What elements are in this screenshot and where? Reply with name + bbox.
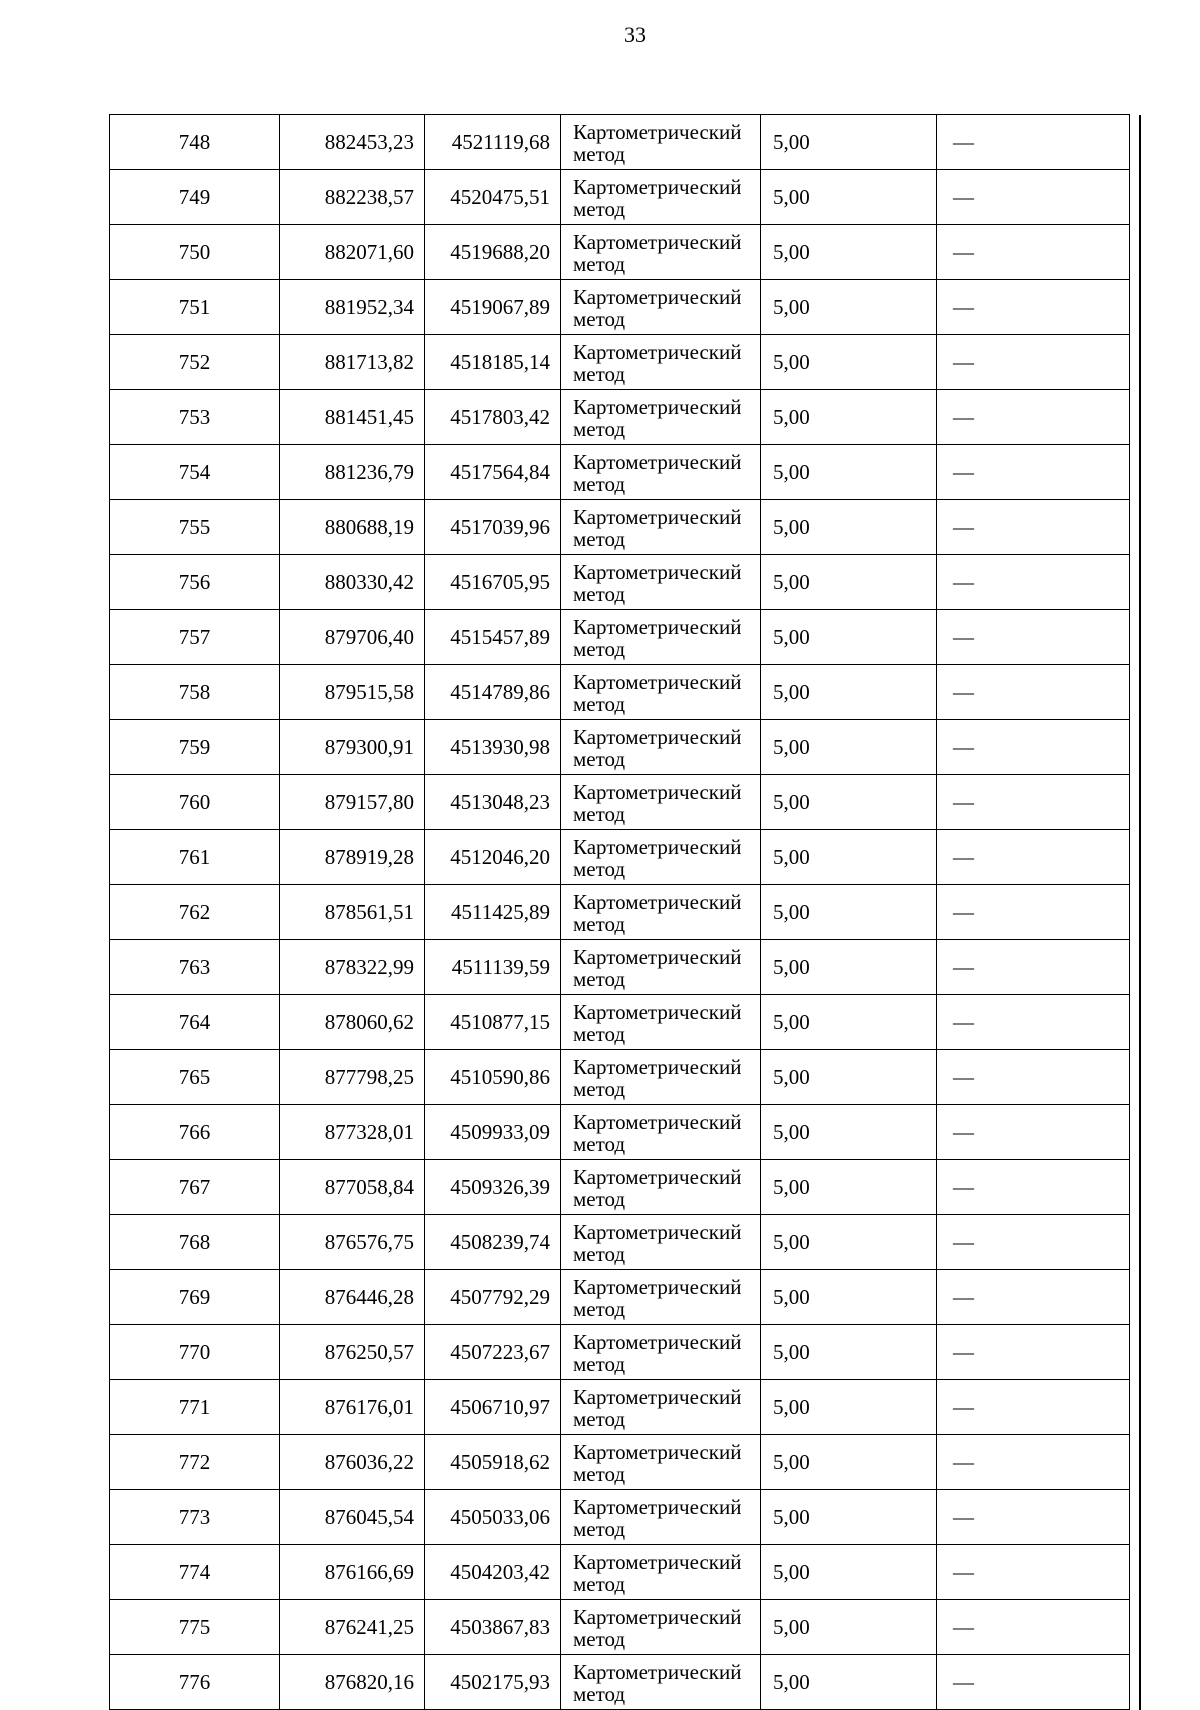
method-line-2: метод <box>573 581 626 606</box>
point-number-cell: 765 <box>110 1050 280 1105</box>
table-edge-cell <box>1130 610 1140 665</box>
y-coordinate-cell: 4517803,42 <box>425 390 561 445</box>
table-row <box>110 390 1140 445</box>
accuracy-cell: 5,00 <box>761 555 937 610</box>
method-line-2: метод <box>573 141 626 166</box>
method-line-2: метод <box>573 911 626 936</box>
point-number-cell: 762 <box>110 885 280 940</box>
description-cell: — <box>937 885 1130 940</box>
table-row <box>110 170 1140 225</box>
point-number-cell: 761 <box>110 830 280 885</box>
method-cell <box>561 280 761 335</box>
description-cell: — <box>937 445 1130 500</box>
description-cell: — <box>937 500 1130 555</box>
method-line-1: Картометрический <box>573 724 742 749</box>
method-line-2: метод <box>573 1461 626 1486</box>
method-line-1: Картометрический <box>573 999 742 1024</box>
y-coordinate-cell: 4514789,86 <box>425 665 561 720</box>
table-edge-cell <box>1130 885 1140 940</box>
x-coordinate-cell: 881713,82 <box>280 335 425 390</box>
table-row <box>110 225 1140 280</box>
table-row <box>110 665 1140 720</box>
table-row <box>110 555 1140 610</box>
method-cell <box>561 1325 761 1380</box>
point-number-cell: 751 <box>110 280 280 335</box>
method-cell <box>561 445 761 500</box>
method-line-2: метод <box>573 801 626 826</box>
method-cell <box>561 1215 761 1270</box>
table-edge-cell <box>1130 225 1140 280</box>
point-number-cell: 755 <box>110 500 280 555</box>
description-cell: — <box>937 775 1130 830</box>
x-coordinate-cell: 876166,69 <box>280 1545 425 1600</box>
description-cell: — <box>937 1270 1130 1325</box>
method-cell <box>561 720 761 775</box>
y-coordinate-cell: 4512046,20 <box>425 830 561 885</box>
method-line-2: метод <box>573 1626 626 1651</box>
table-edge-cell <box>1130 500 1140 555</box>
method-line-2: метод <box>573 1021 626 1046</box>
description-cell: — <box>937 335 1130 390</box>
x-coordinate-cell: 876576,75 <box>280 1215 425 1270</box>
description-cell: — <box>937 665 1130 720</box>
method-cell <box>561 995 761 1050</box>
description-cell: — <box>937 830 1130 885</box>
table-edge-cell <box>1130 1215 1140 1270</box>
table-edge-cell <box>1130 720 1140 775</box>
table-edge-cell <box>1130 445 1140 500</box>
table-edge-cell <box>1130 1050 1140 1105</box>
method-line-1: Картометрический <box>573 834 742 859</box>
method-line-2: метод <box>573 746 626 771</box>
method-line-2: метод <box>573 251 626 276</box>
method-line-1: Картометрический <box>573 1659 742 1684</box>
method-cell <box>561 1545 761 1600</box>
y-coordinate-cell: 4521119,68 <box>425 115 561 170</box>
x-coordinate-cell: 877798,25 <box>280 1050 425 1105</box>
y-coordinate-cell: 4511139,59 <box>425 940 561 995</box>
method-cell <box>561 940 761 995</box>
description-cell: — <box>937 1435 1130 1490</box>
method-line-1: Картометрический <box>573 1604 742 1629</box>
point-number-cell: 773 <box>110 1490 280 1545</box>
point-number-cell: 752 <box>110 335 280 390</box>
table-row <box>110 1325 1140 1380</box>
point-number-cell: 772 <box>110 1435 280 1490</box>
x-coordinate-cell: 881952,34 <box>280 280 425 335</box>
page-number: 33 <box>624 22 646 47</box>
method-line-1: Картометрический <box>573 1439 742 1464</box>
accuracy-cell: 5,00 <box>761 1545 937 1600</box>
description-cell: — <box>937 1545 1130 1600</box>
accuracy-cell: 5,00 <box>761 1655 937 1710</box>
x-coordinate-cell: 879706,40 <box>280 610 425 665</box>
table-row <box>110 1545 1140 1600</box>
x-coordinate-cell: 876176,01 <box>280 1380 425 1435</box>
table-edge-cell <box>1130 1325 1140 1380</box>
method-line-2: метод <box>573 1351 626 1376</box>
method-line-1: Картометрический <box>573 1054 742 1079</box>
accuracy-cell: 5,00 <box>761 995 937 1050</box>
description-cell: — <box>937 1215 1130 1270</box>
method-line-2: метод <box>573 361 626 386</box>
y-coordinate-cell: 4519688,20 <box>425 225 561 280</box>
point-number-cell: 753 <box>110 390 280 445</box>
y-coordinate-cell: 4516705,95 <box>425 555 561 610</box>
description-cell: — <box>937 940 1130 995</box>
table-edge-cell <box>1130 1380 1140 1435</box>
method-line-2: метод <box>573 1186 626 1211</box>
table-edge-cell <box>1130 280 1140 335</box>
table-row <box>110 280 1140 335</box>
point-number-cell: 768 <box>110 1215 280 1270</box>
point-number-cell: 759 <box>110 720 280 775</box>
y-coordinate-cell: 4513048,23 <box>425 775 561 830</box>
point-number-cell: 776 <box>110 1655 280 1710</box>
description-cell: — <box>937 1655 1130 1710</box>
method-line-2: метод <box>573 526 626 551</box>
table-row <box>110 445 1140 500</box>
method-line-1: Картометрический <box>573 559 742 584</box>
accuracy-cell: 5,00 <box>761 1215 937 1270</box>
method-cell <box>561 335 761 390</box>
x-coordinate-cell: 882071,60 <box>280 225 425 280</box>
method-line-1: Картометрический <box>573 504 742 529</box>
table-row <box>110 115 1140 170</box>
method-cell <box>561 665 761 720</box>
method-cell <box>561 1435 761 1490</box>
method-cell <box>561 1050 761 1105</box>
table-row <box>110 335 1140 390</box>
coordinates-table <box>109 114 1141 1710</box>
y-coordinate-cell: 4505033,06 <box>425 1490 561 1545</box>
y-coordinate-cell: 4519067,89 <box>425 280 561 335</box>
accuracy-cell: 5,00 <box>761 665 937 720</box>
description-cell: — <box>937 1160 1130 1215</box>
x-coordinate-cell: 876820,16 <box>280 1655 425 1710</box>
accuracy-cell: 5,00 <box>761 1325 937 1380</box>
table-edge-cell <box>1130 115 1140 170</box>
description-cell: — <box>937 390 1130 445</box>
accuracy-cell: 5,00 <box>761 830 937 885</box>
method-cell <box>561 610 761 665</box>
method-cell <box>561 555 761 610</box>
method-line-1: Картометрический <box>573 1494 742 1519</box>
table-row <box>110 1215 1140 1270</box>
point-number-cell: 748 <box>110 115 280 170</box>
y-coordinate-cell: 4505918,62 <box>425 1435 561 1490</box>
accuracy-cell: 5,00 <box>761 280 937 335</box>
table-row <box>110 1160 1140 1215</box>
description-cell: — <box>937 280 1130 335</box>
accuracy-cell: 5,00 <box>761 115 937 170</box>
description-cell: — <box>937 170 1130 225</box>
method-line-2: метод <box>573 1076 626 1101</box>
point-number-cell: 767 <box>110 1160 280 1215</box>
method-cell <box>561 1105 761 1160</box>
x-coordinate-cell: 878561,51 <box>280 885 425 940</box>
table-edge-cell <box>1130 665 1140 720</box>
method-line-2: метод <box>573 1241 626 1266</box>
y-coordinate-cell: 4520475,51 <box>425 170 561 225</box>
accuracy-cell: 5,00 <box>761 1160 937 1215</box>
point-number-cell: 764 <box>110 995 280 1050</box>
table-row <box>110 1050 1140 1105</box>
point-number-cell: 775 <box>110 1600 280 1655</box>
y-coordinate-cell: 4510590,86 <box>425 1050 561 1105</box>
table-row <box>110 830 1140 885</box>
table-row <box>110 1380 1140 1435</box>
description-cell: — <box>937 720 1130 775</box>
method-cell <box>561 225 761 280</box>
description-cell: — <box>937 115 1130 170</box>
method-cell <box>561 500 761 555</box>
description-cell: — <box>937 1600 1130 1655</box>
accuracy-cell: 5,00 <box>761 1380 937 1435</box>
method-line-2: метод <box>573 1296 626 1321</box>
accuracy-cell: 5,00 <box>761 390 937 445</box>
table-row <box>110 1655 1140 1710</box>
method-line-1: Картометрический <box>573 1549 742 1574</box>
x-coordinate-cell: 878060,62 <box>280 995 425 1050</box>
accuracy-cell: 5,00 <box>761 1435 937 1490</box>
table-edge-cell <box>1130 995 1140 1050</box>
method-cell <box>561 115 761 170</box>
point-number-cell: 749 <box>110 170 280 225</box>
method-line-2: метод <box>573 196 626 221</box>
table-row <box>110 1600 1140 1655</box>
accuracy-cell: 5,00 <box>761 720 937 775</box>
accuracy-cell: 5,00 <box>761 1600 937 1655</box>
method-line-2: метод <box>573 1516 626 1541</box>
table-edge-cell <box>1130 830 1140 885</box>
table-edge-cell <box>1130 1490 1140 1545</box>
method-line-2: метод <box>573 856 626 881</box>
method-line-1: Картометрический <box>573 1384 742 1409</box>
description-cell: — <box>937 225 1130 280</box>
method-line-1: Картометрический <box>573 339 742 364</box>
x-coordinate-cell: 882238,57 <box>280 170 425 225</box>
description-cell: — <box>937 1380 1130 1435</box>
y-coordinate-cell: 4507223,67 <box>425 1325 561 1380</box>
method-cell <box>561 1600 761 1655</box>
table-edge-cell <box>1130 775 1140 830</box>
x-coordinate-cell: 876045,54 <box>280 1490 425 1545</box>
accuracy-cell: 5,00 <box>761 170 937 225</box>
method-line-2: метод <box>573 471 626 496</box>
method-line-2: метод <box>573 691 626 716</box>
accuracy-cell: 5,00 <box>761 225 937 280</box>
method-cell <box>561 1380 761 1435</box>
x-coordinate-cell: 878919,28 <box>280 830 425 885</box>
y-coordinate-cell: 4510877,15 <box>425 995 561 1050</box>
method-cell <box>561 885 761 940</box>
y-coordinate-cell: 4509326,39 <box>425 1160 561 1215</box>
table-row <box>110 775 1140 830</box>
x-coordinate-cell: 877058,84 <box>280 1160 425 1215</box>
description-cell: — <box>937 995 1130 1050</box>
method-line-1: Картометрический <box>573 449 742 474</box>
x-coordinate-cell: 876241,25 <box>280 1600 425 1655</box>
method-line-1: Картометрический <box>573 229 742 254</box>
method-cell <box>561 1270 761 1325</box>
method-line-1: Картометрический <box>573 174 742 199</box>
method-line-2: метод <box>573 306 626 331</box>
table-edge-cell <box>1130 1655 1140 1710</box>
accuracy-cell: 5,00 <box>761 885 937 940</box>
table-row <box>110 1270 1140 1325</box>
description-cell: — <box>937 1490 1130 1545</box>
y-coordinate-cell: 4503867,83 <box>425 1600 561 1655</box>
table-row <box>110 995 1140 1050</box>
table-row <box>110 940 1140 995</box>
table-edge-cell <box>1130 1600 1140 1655</box>
accuracy-cell: 5,00 <box>761 1270 937 1325</box>
method-line-2: метод <box>573 1571 626 1596</box>
table-edge-cell <box>1130 1435 1140 1490</box>
table-row <box>110 610 1140 665</box>
method-cell <box>561 1160 761 1215</box>
description-cell: — <box>937 1105 1130 1160</box>
point-number-cell: 770 <box>110 1325 280 1380</box>
y-coordinate-cell: 4518185,14 <box>425 335 561 390</box>
x-coordinate-cell: 880330,42 <box>280 555 425 610</box>
description-cell: — <box>937 1050 1130 1105</box>
point-number-cell: 771 <box>110 1380 280 1435</box>
y-coordinate-cell: 4511425,89 <box>425 885 561 940</box>
method-line-1: Картометрический <box>573 1109 742 1134</box>
accuracy-cell: 5,00 <box>761 775 937 830</box>
method-line-1: Картометрический <box>573 669 742 694</box>
accuracy-cell: 5,00 <box>761 335 937 390</box>
accuracy-cell: 5,00 <box>761 940 937 995</box>
x-coordinate-cell: 878322,99 <box>280 940 425 995</box>
x-coordinate-cell: 877328,01 <box>280 1105 425 1160</box>
y-coordinate-cell: 4515457,89 <box>425 610 561 665</box>
table-edge-cell <box>1130 390 1140 445</box>
method-line-2: метод <box>573 966 626 991</box>
description-cell: — <box>937 1325 1130 1380</box>
table-edge-cell <box>1130 1160 1140 1215</box>
accuracy-cell: 5,00 <box>761 610 937 665</box>
x-coordinate-cell: 882453,23 <box>280 115 425 170</box>
method-line-2: метод <box>573 1406 626 1431</box>
point-number-cell: 760 <box>110 775 280 830</box>
table-row <box>110 1435 1140 1490</box>
method-cell <box>561 775 761 830</box>
x-coordinate-cell: 880688,19 <box>280 500 425 555</box>
method-line-1: Картометрический <box>573 1329 742 1354</box>
point-number-cell: 758 <box>110 665 280 720</box>
point-number-cell: 757 <box>110 610 280 665</box>
y-coordinate-cell: 4506710,97 <box>425 1380 561 1435</box>
x-coordinate-cell: 879515,58 <box>280 665 425 720</box>
table-edge-cell <box>1130 1545 1140 1600</box>
method-line-1: Картометрический <box>573 394 742 419</box>
x-coordinate-cell: 881236,79 <box>280 445 425 500</box>
y-coordinate-cell: 4507792,29 <box>425 1270 561 1325</box>
point-number-cell: 766 <box>110 1105 280 1160</box>
accuracy-cell: 5,00 <box>761 445 937 500</box>
y-coordinate-cell: 4517039,96 <box>425 500 561 555</box>
table-row <box>110 720 1140 775</box>
method-line-1: Картометрический <box>573 1274 742 1299</box>
method-line-1: Картометрический <box>573 614 742 639</box>
method-line-1: Картометрический <box>573 944 742 969</box>
y-coordinate-cell: 4502175,93 <box>425 1655 561 1710</box>
y-coordinate-cell: 4509933,09 <box>425 1105 561 1160</box>
x-coordinate-cell: 879300,91 <box>280 720 425 775</box>
table-edge-cell <box>1130 940 1140 995</box>
point-number-cell: 754 <box>110 445 280 500</box>
y-coordinate-cell: 4508239,74 <box>425 1215 561 1270</box>
table-edge-cell <box>1130 1270 1140 1325</box>
method-cell <box>561 390 761 445</box>
method-cell <box>561 1655 761 1710</box>
method-line-1: Картометрический <box>573 119 742 144</box>
method-line-2: метод <box>573 1681 626 1706</box>
table-row <box>110 1105 1140 1160</box>
point-number-cell: 750 <box>110 225 280 280</box>
method-line-1: Картометрический <box>573 889 742 914</box>
table-edge-cell <box>1130 555 1140 610</box>
table-edge-cell <box>1130 335 1140 390</box>
x-coordinate-cell: 876036,22 <box>280 1435 425 1490</box>
x-coordinate-cell: 876250,57 <box>280 1325 425 1380</box>
table-edge-cell <box>1130 1105 1140 1160</box>
table-row <box>110 885 1140 940</box>
method-line-1: Картометрический <box>573 1219 742 1244</box>
y-coordinate-cell: 4513930,98 <box>425 720 561 775</box>
method-cell <box>561 1490 761 1545</box>
point-number-cell: 774 <box>110 1545 280 1600</box>
description-cell: — <box>937 555 1130 610</box>
y-coordinate-cell: 4517564,84 <box>425 445 561 500</box>
method-line-2: метод <box>573 636 626 661</box>
description-cell: — <box>937 610 1130 665</box>
y-coordinate-cell: 4504203,42 <box>425 1545 561 1600</box>
point-number-cell: 756 <box>110 555 280 610</box>
accuracy-cell: 5,00 <box>761 500 937 555</box>
table-body <box>110 115 1140 1710</box>
method-line-2: метод <box>573 416 626 441</box>
method-line-2: метод <box>573 1131 626 1156</box>
table-row <box>110 1490 1140 1545</box>
x-coordinate-cell: 876446,28 <box>280 1270 425 1325</box>
table-edge-cell <box>1130 170 1140 225</box>
method-line-1: Картометрический <box>573 779 742 804</box>
point-number-cell: 769 <box>110 1270 280 1325</box>
method-cell <box>561 170 761 225</box>
point-number-cell: 763 <box>110 940 280 995</box>
accuracy-cell: 5,00 <box>761 1490 937 1545</box>
method-cell <box>561 830 761 885</box>
accuracy-cell: 5,00 <box>761 1050 937 1105</box>
table-row <box>110 500 1140 555</box>
x-coordinate-cell: 881451,45 <box>280 390 425 445</box>
accuracy-cell: 5,00 <box>761 1105 937 1160</box>
method-line-1: Картометрический <box>573 284 742 309</box>
method-line-1: Картометрический <box>573 1164 742 1189</box>
x-coordinate-cell: 879157,80 <box>280 775 425 830</box>
